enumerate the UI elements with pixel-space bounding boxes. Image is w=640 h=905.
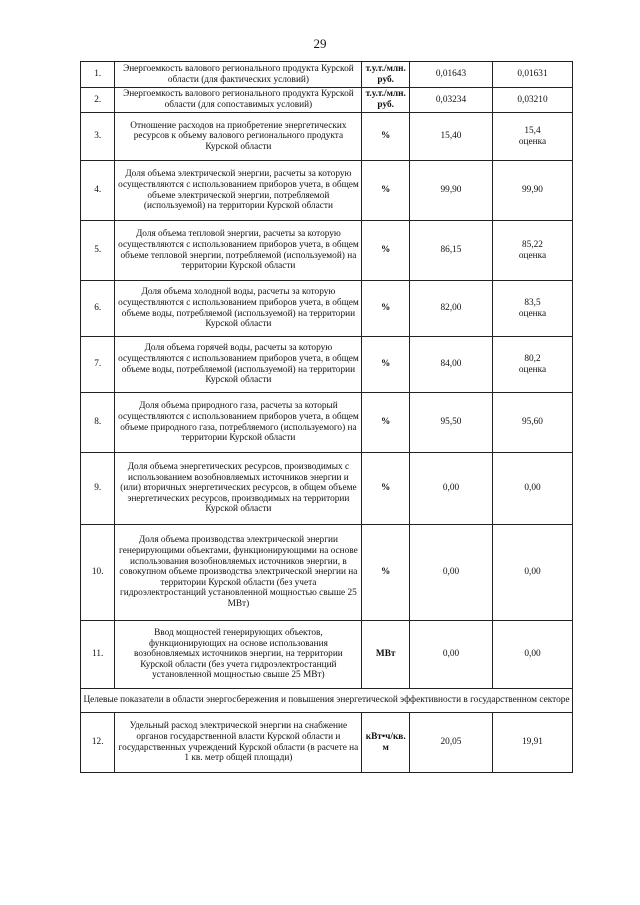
unit-of-measure-text: % [381,245,391,256]
row-number-text: 3. [94,131,102,142]
value-column-1-text: 99,90 [440,185,462,196]
value-column-1 [409,393,492,453]
value-column-2 [492,281,572,337]
indicator-name [115,221,362,281]
row-number-text: 7. [94,359,102,370]
value-column-1-text: 86,15 [440,245,462,256]
value-column-1 [409,453,492,525]
unit-of-measure-text: % [381,483,391,494]
value-column-1 [409,525,492,621]
row-number-text: 12. [91,737,104,748]
value-column-1 [409,161,492,221]
indicators-table [80,61,573,773]
value-column-2 [492,621,572,689]
table-row [81,453,573,525]
value-column-2-text: 15,4 [524,125,541,136]
value-column-1-text: 0,00 [442,649,460,660]
unit-of-measure-text: т.у.т./млн. руб. [365,63,406,85]
indicator-name-text: Удельный расход электрической энергии на снабжение органов государственной власти Курской области и государственных учреждений Курской области (в расчете на 1 кв. метр общей площади) [118,721,359,764]
indicator-name [115,161,362,221]
row-number [81,221,115,281]
row-number-text: 11. [92,649,104,660]
value-column-1 [409,88,492,113]
table-row [81,221,573,281]
indicator-name [115,453,362,525]
indicator-name-text: Энергоемкость валового регионального продукта Курской области (для сопоставимых условий) [123,89,354,110]
value-note: оценка [518,364,547,375]
table-row [81,337,573,393]
value-column-1 [409,62,492,88]
table-row [81,525,573,621]
unit-of-measure [362,221,410,281]
indicator-name [115,337,362,393]
value-column-1-text: 15,40 [440,131,462,142]
table-row [81,393,573,453]
row-number-text: 1. [94,69,102,80]
unit-of-measure [362,161,410,221]
indicator-name [115,62,362,88]
value-column-1-text: 84,00 [440,359,462,370]
row-number-text: 5. [94,245,102,256]
unit-of-measure [362,621,410,689]
unit-of-measure-text: % [381,185,391,196]
row-number [81,113,115,161]
row-number [81,393,115,453]
indicator-name-text: Доля объема холодной воды, расчеты за которую осуществляются с использованием приборов учета, в общем объеме воды, потребляемой (используемой) на территории Курской области [118,287,359,330]
row-number-text: 10. [91,567,104,578]
value-column-2-text: 95,60 [522,417,543,428]
unit-of-measure [362,453,410,525]
indicator-name-text: Энергоемкость валового регионального продукта Курской области (для фактических условий) [123,63,354,85]
unit-of-measure [362,393,410,453]
row-number [81,88,115,113]
row-number-text: 8. [94,417,102,428]
value-column-1 [409,281,492,337]
table-row [81,621,573,689]
indicator-name [115,281,362,337]
value-column-1 [409,113,492,161]
indicator-name-text: Ввод мощностей генерирующих объектов, функционирующих на основе использования возобновляемых источников энергии, на территории Курской области (без учета гидроэлектростанций установленной мощностью свыше 25 МВт) [134,628,343,681]
indicator-name [115,525,362,621]
table-row [81,161,573,221]
value-column-1-text: 0,00 [442,567,460,578]
indicator-name-text: Доля объема природного газа, расчеты за который осуществляются с использованием приборов учета, в общем объеме природного газа, потребляемого (используемого) на территории Курской области [118,401,359,444]
indicator-name-text: Доля объема горячей воды, расчеты за которую осуществляются с использованием приборов учета, в общем объеме воды, потребляемой (используемой) на территории Курской области [118,343,359,386]
indicator-name [115,393,362,453]
value-column-1-text: 82,00 [440,303,462,314]
value-column-2 [492,713,572,773]
value-column-2-text: 0,00 [524,567,541,578]
unit-of-measure-text: МВт [375,649,396,660]
value-column-2 [492,113,572,161]
indicator-name-text: Доля объема электрической энергии, расчеты за которую осуществляются с использованием приборов учета, в общем объеме электрической энергии, потребляемой (используемой) на территории Курской области [118,169,359,212]
row-number [81,281,115,337]
row-number [81,62,115,88]
value-column-2 [492,221,572,281]
indicator-name [115,713,362,773]
unit-of-measure [362,113,410,161]
value-column-2-text: 0,00 [524,483,541,494]
value-column-1 [409,713,492,773]
row-number [81,713,115,773]
unit-of-measure [362,525,410,621]
indicator-name [115,621,362,689]
section-heading-row [81,689,573,713]
row-number-text: 6. [94,303,102,314]
table-row [81,88,573,113]
value-column-1-text: 95,50 [440,417,462,428]
unit-of-measure-text: кВт•ч/кв. м [365,731,406,753]
indicator-name-text: Доля объема энергетических ресурсов, производимых с использованием возобновляемых источников энергии и (или) вторичных энергетических ресурсов, в общем объеме энергетических ресурсов, производимых на территории Курской области [120,462,357,515]
unit-of-measure-text: % [381,131,391,142]
value-column-2-text: 0,03210 [517,94,548,105]
indicator-name-text: Доля объема производства электрической энергии генерирующими объектами, функционирующими на основе использования возобновляемых источников энергии, в совокупном объеме производства электрической энергии на территории Курской области (без учета гидроэлектростанций установленной мощностью свыше 25 МВт) [119,535,358,609]
row-number [81,621,115,689]
row-number [81,525,115,621]
value-note: оценка [518,308,547,319]
value-column-1-text: 20,05 [440,737,462,748]
value-column-1 [409,621,492,689]
section-heading: Целевые показатели в области энергосбережения и повышения энергетической эффективности в государственном секторе [81,689,573,713]
table-row [81,713,573,773]
value-column-2-text: 0,01631 [517,69,548,80]
indicator-name [115,113,362,161]
unit-of-measure-text: % [381,303,391,314]
indicator-name [115,88,362,113]
row-number-text: 2. [94,94,102,105]
value-column-2-text: 99,90 [522,185,543,196]
value-note: оценка [518,250,547,261]
table-row [81,113,573,161]
value-column-2 [492,88,572,113]
unit-of-measure-text: % [381,417,391,428]
unit-of-measure-text: % [381,567,391,578]
unit-of-measure-text: т.у.т./млн. руб. [365,89,406,110]
value-column-2-text: 19,91 [522,737,543,748]
unit-of-measure-text: % [381,359,391,370]
table-row [81,281,573,337]
value-column-2 [492,525,572,621]
value-column-1-text: 0,01643 [435,69,467,80]
row-number [81,337,115,393]
value-column-2-text: 80,2 [524,353,541,364]
table-row [81,62,573,88]
value-column-2-text: 0,00 [524,649,541,660]
value-column-1 [409,221,492,281]
value-column-1-text: 0,00 [442,483,460,494]
unit-of-measure [362,88,410,113]
unit-of-measure [362,337,410,393]
row-number-text: 4. [94,185,102,196]
value-column-2-text: 85,22 [522,239,543,250]
value-column-2 [492,62,572,88]
row-number-text: 9. [94,483,102,494]
value-column-1 [409,337,492,393]
value-column-2 [492,161,572,221]
value-column-2 [492,453,572,525]
unit-of-measure [362,62,410,88]
value-note: оценка [518,136,547,147]
page-number: 29 [313,36,327,51]
value-column-2 [492,393,572,453]
value-column-2 [492,337,572,393]
value-column-2-text: 83,5 [524,297,541,308]
row-number [81,161,115,221]
unit-of-measure [362,713,410,773]
indicator-name-text: Отношение расходов на приобретение энергетических ресурсов к объему валового регионального продукта Курской области [130,120,347,152]
value-column-1-text: 0,03234 [435,94,467,105]
unit-of-measure [362,281,410,337]
indicator-name-text: Доля объема тепловой энергии, расчеты за которую осуществляются с использованием приборов учета, в общем объеме тепловой энергии, потребляемой (используемой) на территории Курской области [118,229,359,272]
row-number [81,453,115,525]
